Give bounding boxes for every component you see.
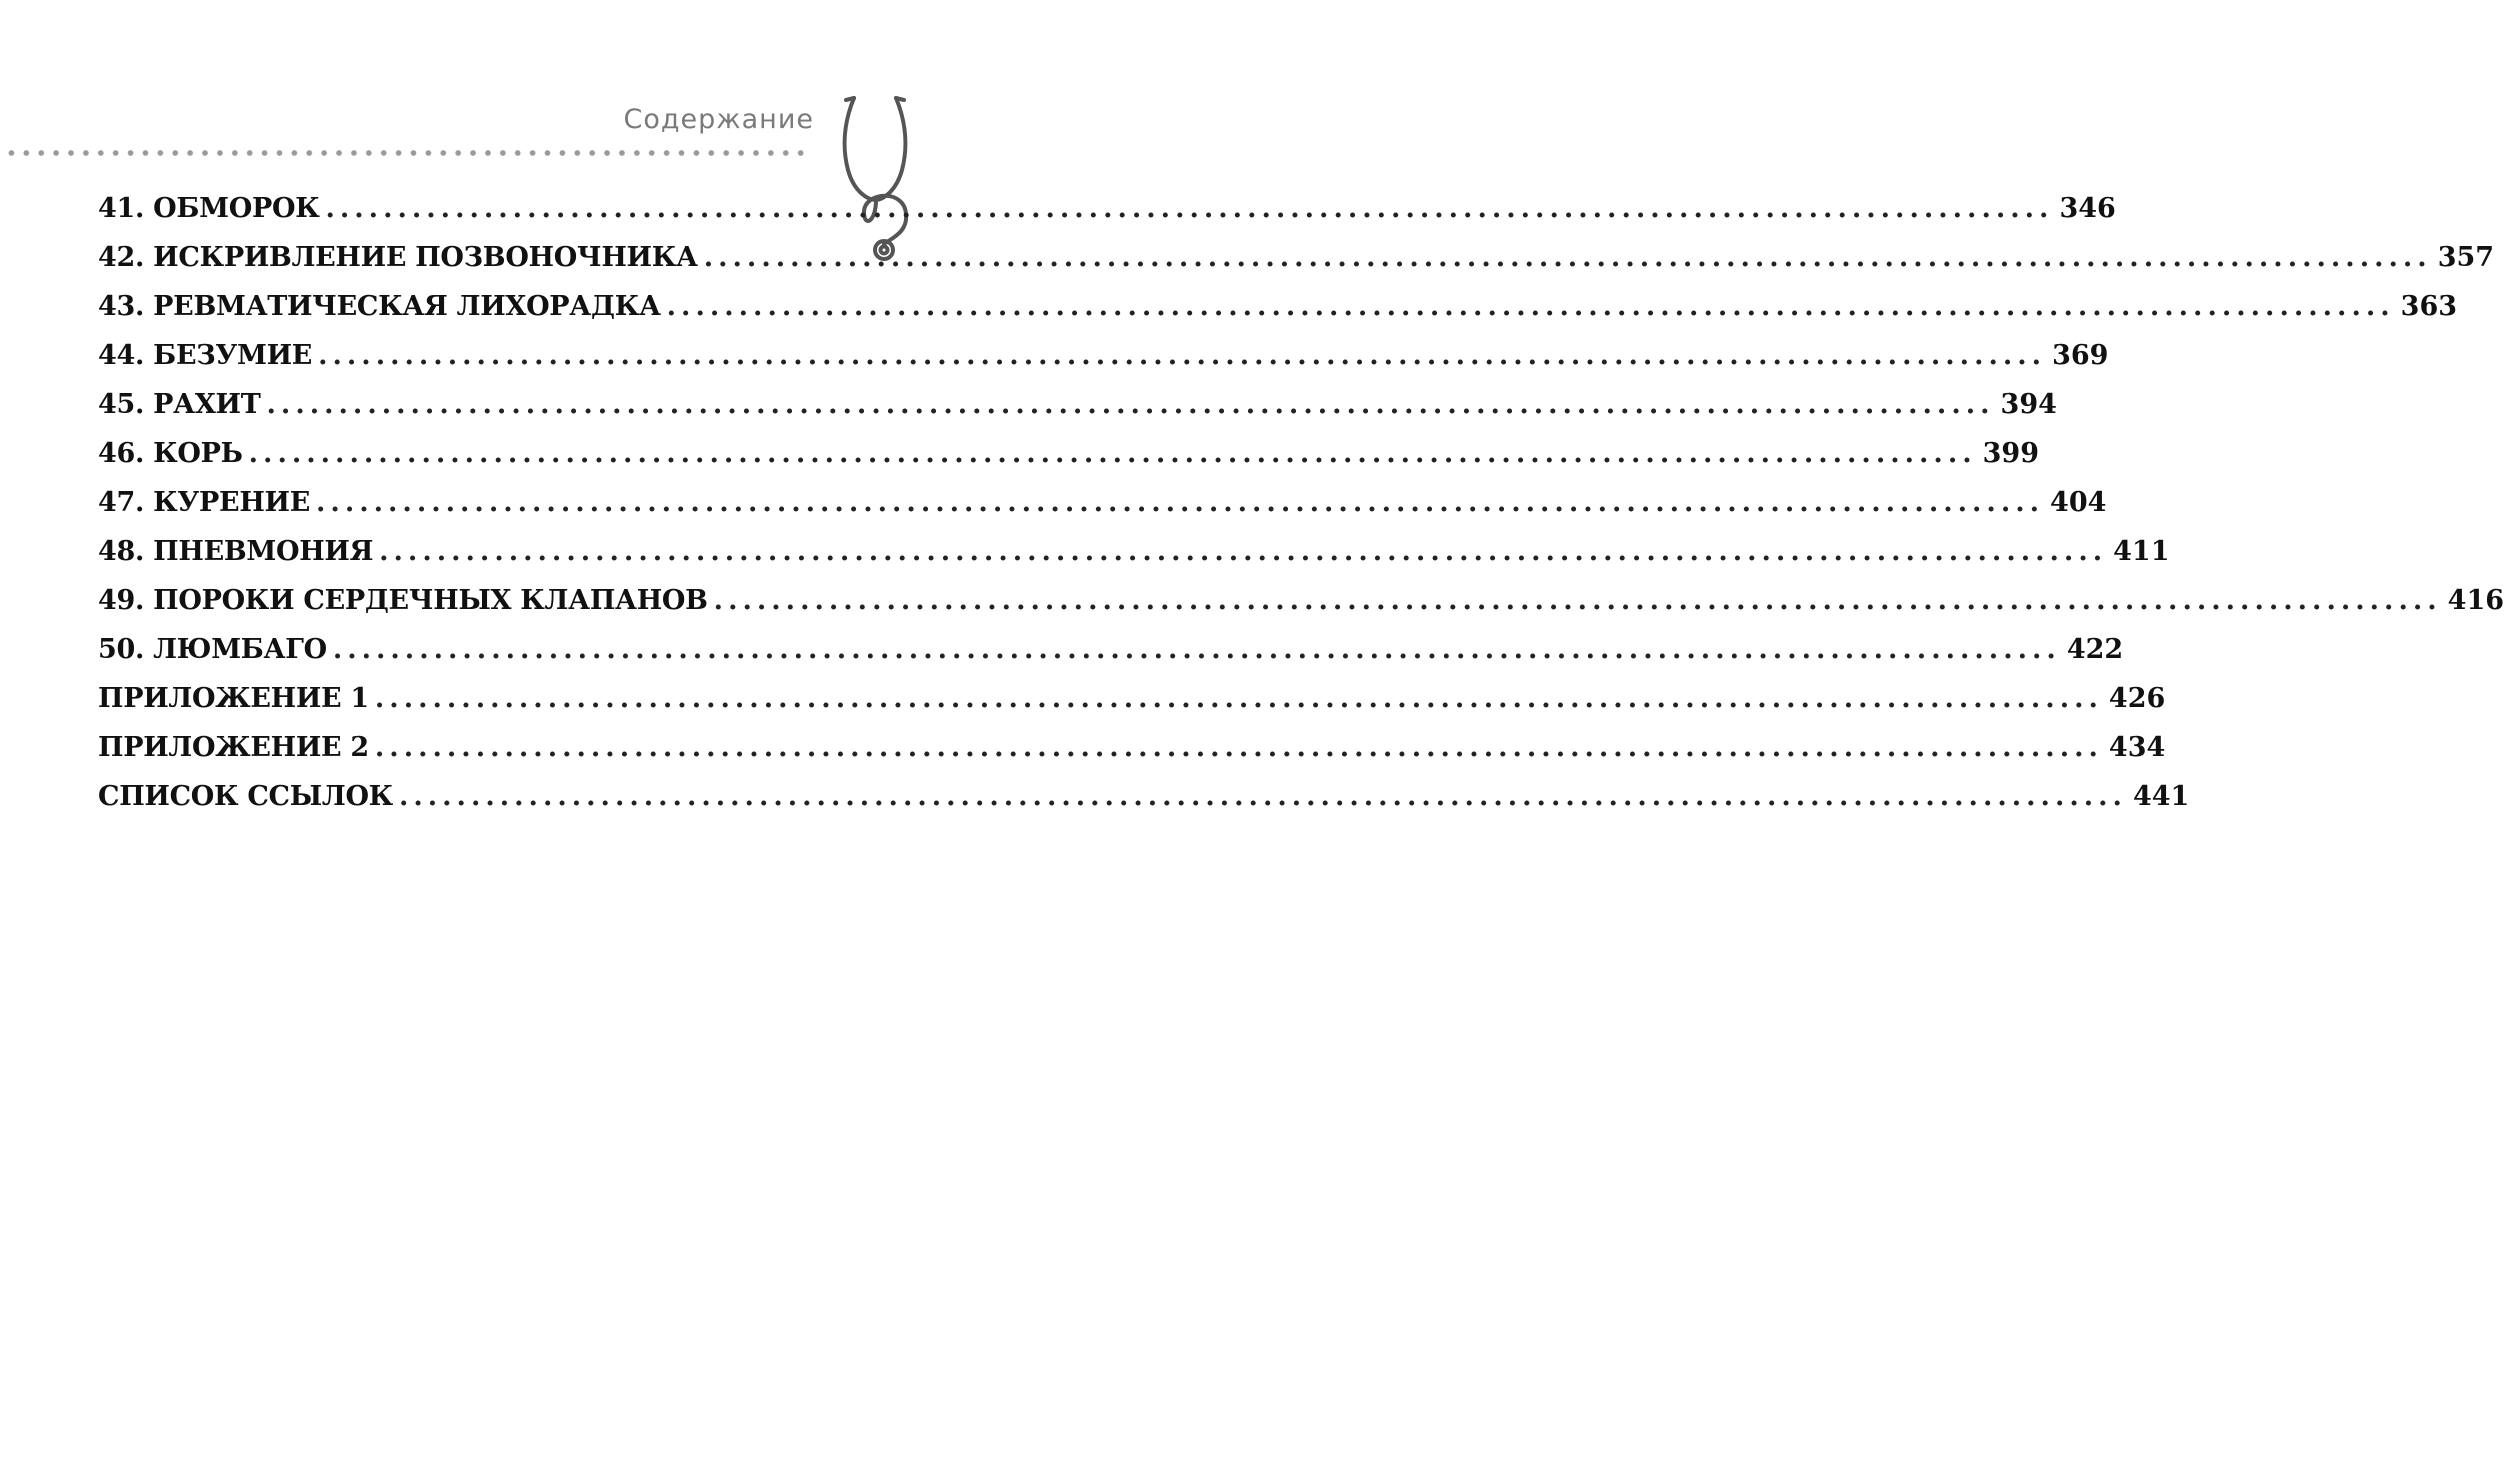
table-of-contents [98, 184, 2504, 821]
dot-leader: ........................................................................................................................ [374, 683, 2103, 714]
toc-entry-title: 48. ПНЕВМОНИЯ [98, 536, 374, 567]
toc-entry[interactable] [98, 772, 2190, 821]
toc-entry[interactable] [98, 429, 2040, 478]
dot-leader: ........................................................................................................................ [332, 634, 2061, 665]
running-head: Содержание [623, 104, 814, 135]
toc-entry-title: 43. РЕВМАТИЧЕСКАЯ ЛИХОРАДКА [98, 291, 661, 322]
dot-leader: ........................................................................................................................ [379, 536, 2108, 567]
dot-leader: ........................................................................................................................ [266, 389, 1995, 420]
toc-entry[interactable] [98, 576, 2504, 625]
toc-entry-title: 49. ПОРОКИ СЕРДЕЧНЫХ КЛАПАНОВ [98, 585, 708, 616]
toc-entry-title: 47. КУРЕНИЕ [98, 487, 311, 518]
toc-entry-page: 411 [2113, 536, 2170, 567]
dot-leader: ........................................................................................................................ [703, 242, 2432, 273]
toc-entry-page: 426 [2108, 683, 2166, 714]
toc-entry-page: 404 [2050, 487, 2107, 518]
toc-entry-page: 346 [2059, 193, 2116, 224]
dot-leader: ........................................................................................................................ [316, 487, 2045, 518]
toc-entry-page: 434 [2108, 732, 2166, 763]
dot-leader: ........................................................................................................................ [318, 340, 2047, 371]
toc-entry-page: 422 [2066, 634, 2124, 665]
toc-entry-title: СПИСОК ССЫЛОК [98, 781, 393, 812]
toc-entry[interactable] [98, 723, 2166, 772]
toc-entry-title: 50. ЛЮМБАГО [98, 634, 327, 665]
dot-leader: ........................................................................................................................ [398, 781, 2127, 812]
toc-entry-title: ПРИЛОЖЕНИЕ 1 [98, 683, 369, 714]
toc-entry-title: ПРИЛОЖЕНИЕ 2 [98, 732, 369, 763]
toc-entry[interactable] [98, 331, 2109, 380]
toc-entry-page: 441 [2132, 781, 2190, 812]
toc-entry-title: 44. БЕЗУМИЕ [98, 340, 313, 371]
toc-entry-page: 416 [2447, 585, 2504, 616]
toc-entry-title: 42. ИСКРИВЛЕНИЕ ПОЗВОНОЧНИКА [98, 242, 698, 273]
dotted-rule [4, 149, 810, 157]
toc-entry-page: 363 [2400, 291, 2458, 322]
dot-leader: ........................................................................................................................ [248, 438, 1977, 469]
toc-entry-page: 399 [1982, 438, 2040, 469]
toc-entry[interactable] [98, 233, 2495, 282]
toc-entry-title: 45. РАХИТ [98, 389, 261, 420]
toc-entry-title: 41. ОБМОРОК [98, 193, 320, 224]
toc-entry-page: 369 [2052, 340, 2109, 371]
toc-entry-title: 46. КОРЬ [98, 438, 243, 469]
dot-leader: ........................................................................................................................ [666, 291, 2395, 322]
toc-entry-page: 394 [2000, 389, 2057, 420]
dot-leader: ........................................................................................................................ [325, 193, 2054, 224]
dot-leader: ........................................................................................................................ [374, 732, 2103, 763]
toc-entry-page: 357 [2437, 242, 2495, 273]
toc-entry[interactable] [98, 527, 2170, 576]
toc-entry[interactable] [98, 674, 2166, 723]
toc-entry[interactable] [98, 625, 2124, 674]
toc-entry[interactable] [98, 478, 2107, 527]
toc-entry[interactable] [98, 380, 2057, 429]
toc-entry[interactable] [98, 184, 2116, 233]
toc-entry[interactable] [98, 282, 2458, 331]
dot-leader: ........................................................................................................................ [713, 585, 2442, 616]
